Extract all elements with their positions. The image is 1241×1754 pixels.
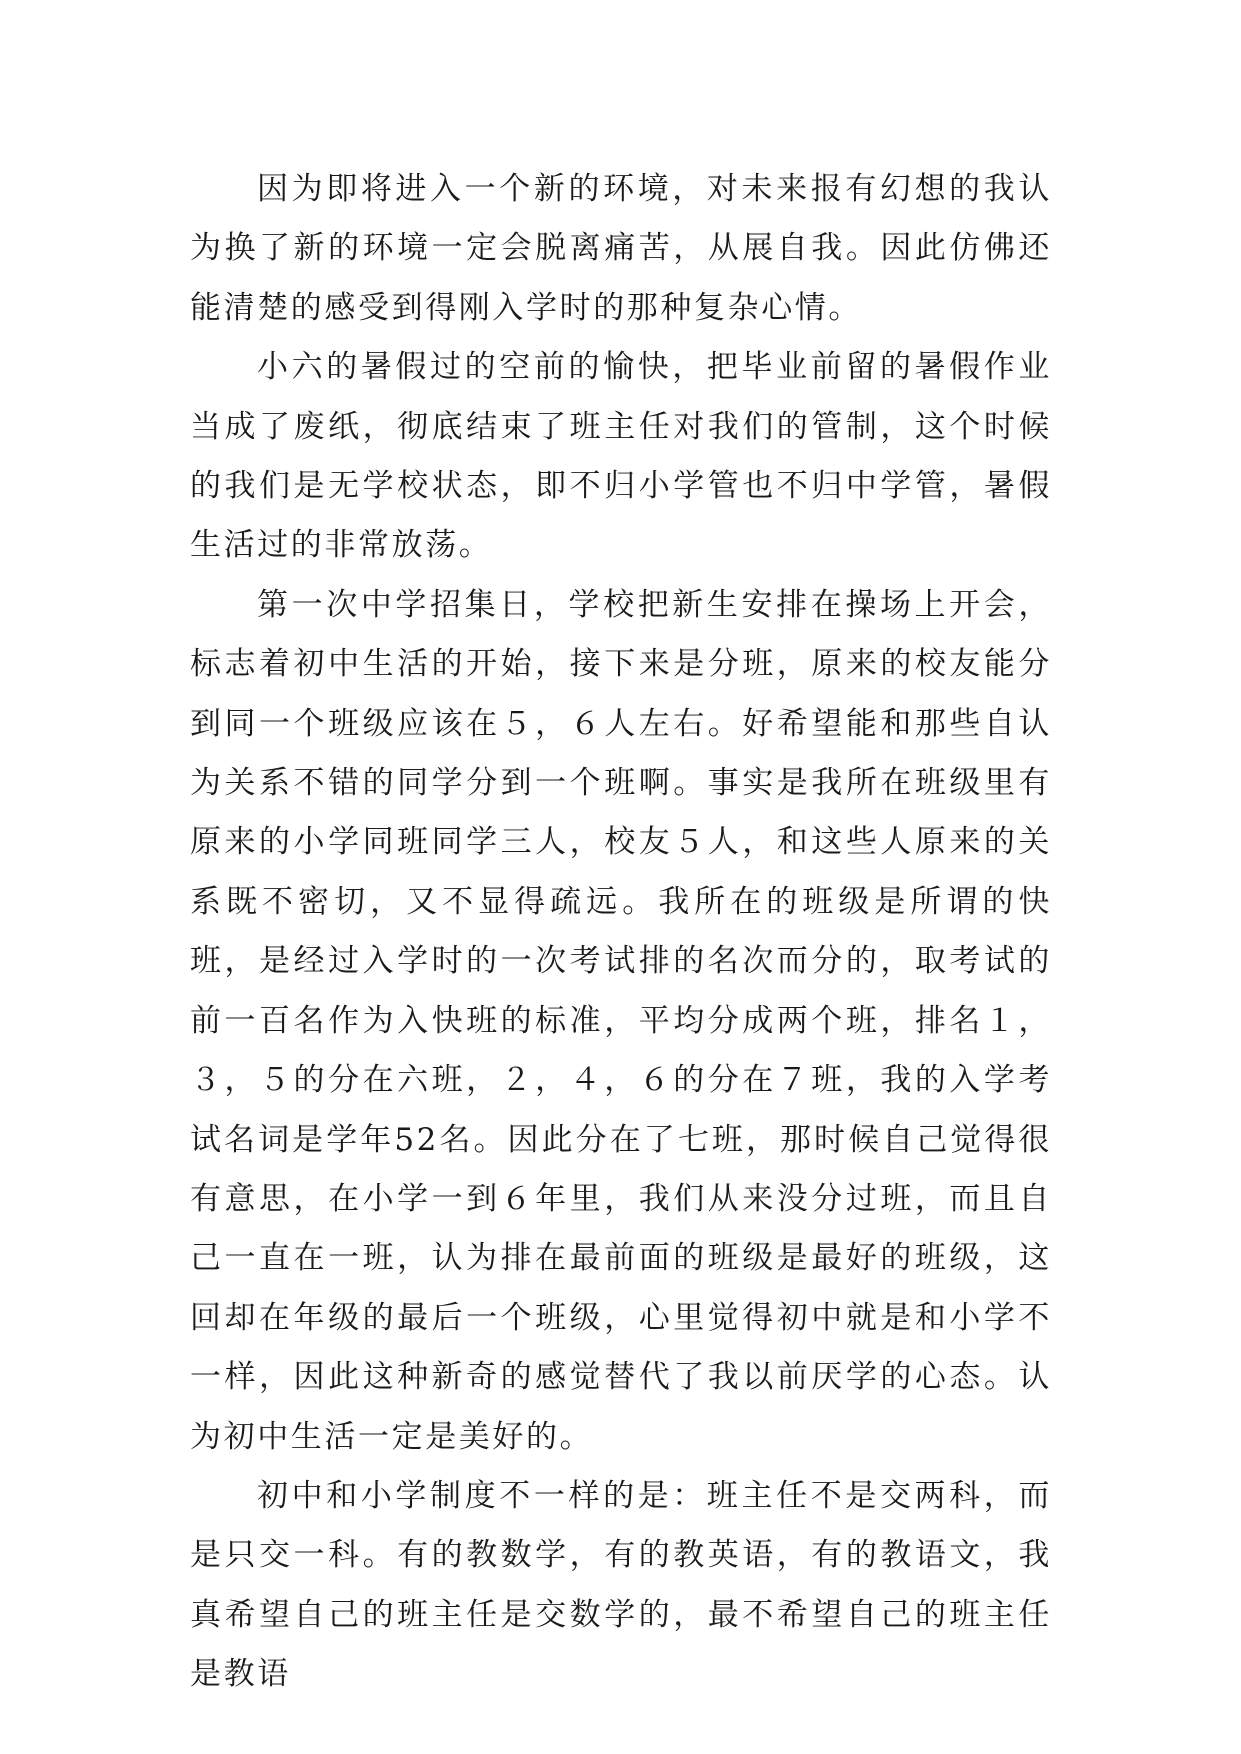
paragraph-4: 初中和小学制度不一样的是：班主任不是交两科，而是只交一科。有的教数学，有的教英语，有的教语文，我真希望自己的班主任是交数学的，最不希望自己的班主任是教语 (190, 1477, 1052, 1693)
paragraph-2: 小六的暑假过的空前的愉快，把毕业前留的暑假作业当成了废纸，彻底结束了班主任对我们的管制，这个时候的我们是无学校状态，即不归小学管也不归中学管，暑假生活过的非常放荡。 (190, 349, 1052, 564)
document-body (190, 160, 1052, 1705)
paragraph-1: 因为即将进入一个新的环境，对未来报有幻想的我认为换了新的环境一定会脱离痛苦，从展自我。因此仿佛还能清楚的感受到得刚入学时的那种复杂心情。 (190, 171, 1052, 326)
paragraph-3: 第一次中学招集日，学校把新生安排在操场上开会，标志着初中生活的开始，接下来是分班，原来的校友能分到同一个班级应该在５，６人左右。好希望能和那些自认为关系不错的同学分到一个班啊。事实是我所在班级里有原来的小学同班同学三人，校友５人，和这些人原来的关系既不密切，又不显得疏远。我所在的班级是所谓的快班，是经过入学时的一次考试排的名次而分的，取考试的前一百名作为入快班的标准，平均分成两个班，排名１，３，５的分在六班，２，４，６的分在７班，我的入学考试名词是学年52名。因此分在了七班，那时候自己觉得很有意思，在小学一到６年里，我们从来没分过班，而且自己一直在一班，认为排在最前面的班级是最好的班级，这回却在年级的最后一个班级，心里觉得初中就是和小学不一样，因此这种新奇的感觉替代了我以前厌学的心态。认为初中生活一定是美好的。 (190, 586, 1052, 1455)
